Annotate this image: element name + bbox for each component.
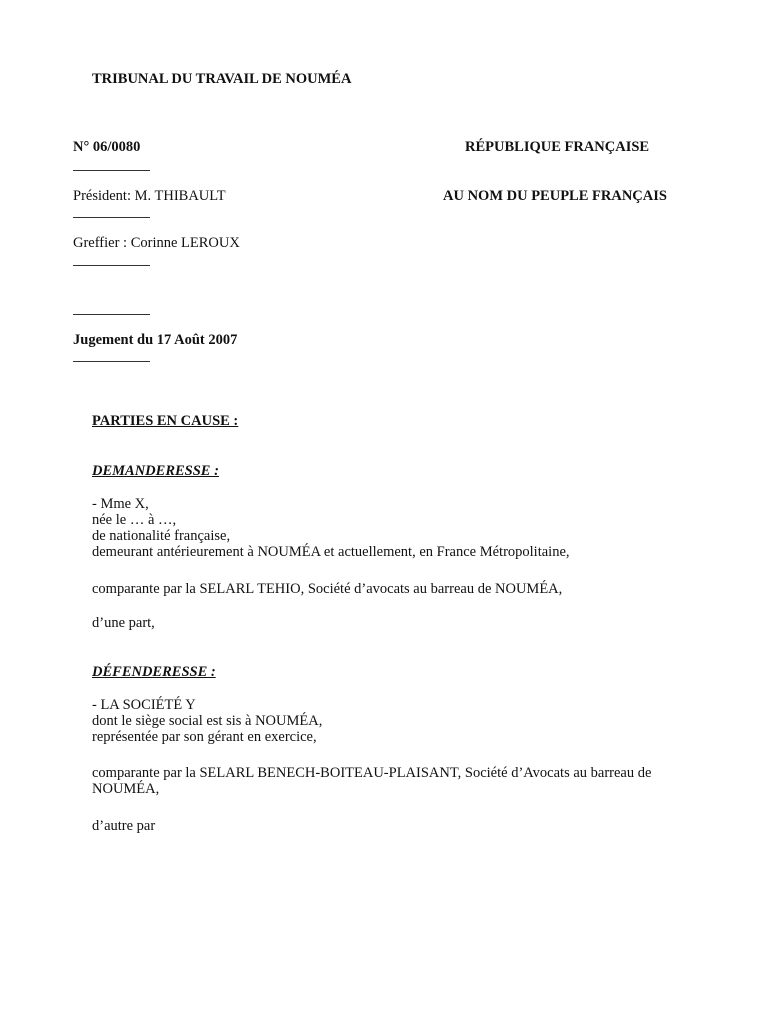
plaintiff-line: née le … à …, [92,512,177,528]
plaintiff-line: demeurant antérieurement à NOUMÉA et actuellement, en France Métropolitaine, [92,544,570,560]
plaintiff-heading: DEMANDERESSE : [92,463,219,479]
defendant-closing: d’autre par [92,818,156,834]
divider-line [73,361,150,362]
parties-title: PARTIES EN CAUSE : [92,413,239,429]
plaintiff-line: de nationalité française, [92,528,231,544]
defendant-line: représentée par son gérant en exercice, [92,729,317,745]
judgment-date: Jugement du 17 Août 2007 [73,332,238,348]
case-number: N° 06/0080 [73,139,141,155]
divider-line [73,314,150,315]
defendant-identity [92,697,322,745]
plaintiff-closing: d’une part, [92,615,155,631]
defendant-counsel [92,765,651,797]
divider-line [73,170,150,171]
clerk-line: Greffier : Corinne LEROUX [73,235,240,251]
plaintiff-identity [92,496,570,560]
plaintiff-counsel: comparante par la SELARL TEHIO, Société d’avocats au barreau de NOUMÉA, [92,581,563,597]
defendant-heading: DÉFENDERESSE : [92,664,216,680]
defendant-counsel-line: NOUMÉA, [92,781,160,797]
defendant-line: dont le siège social est sis à NOUMÉA, [92,713,323,729]
court-name: TRIBUNAL DU TRAVAIL DE NOUMÉA [92,71,352,87]
divider-line [73,265,150,266]
defendant-counsel-line: comparante par la SELARL BENECH-BOITEAU-PLAISANT, Société d’Avocats au barreau de [92,765,652,781]
in-name-of-people: AU NOM DU PEUPLE FRANÇAIS [443,188,667,204]
defendant-line: - LA SOCIÉTÉ Y [92,697,196,713]
plaintiff-line: - Mme X, [92,496,149,512]
divider-line [73,217,150,218]
republic-label: RÉPUBLIQUE FRANÇAISE [465,139,650,155]
president-line: Président: M. THIBAULT [73,188,226,204]
